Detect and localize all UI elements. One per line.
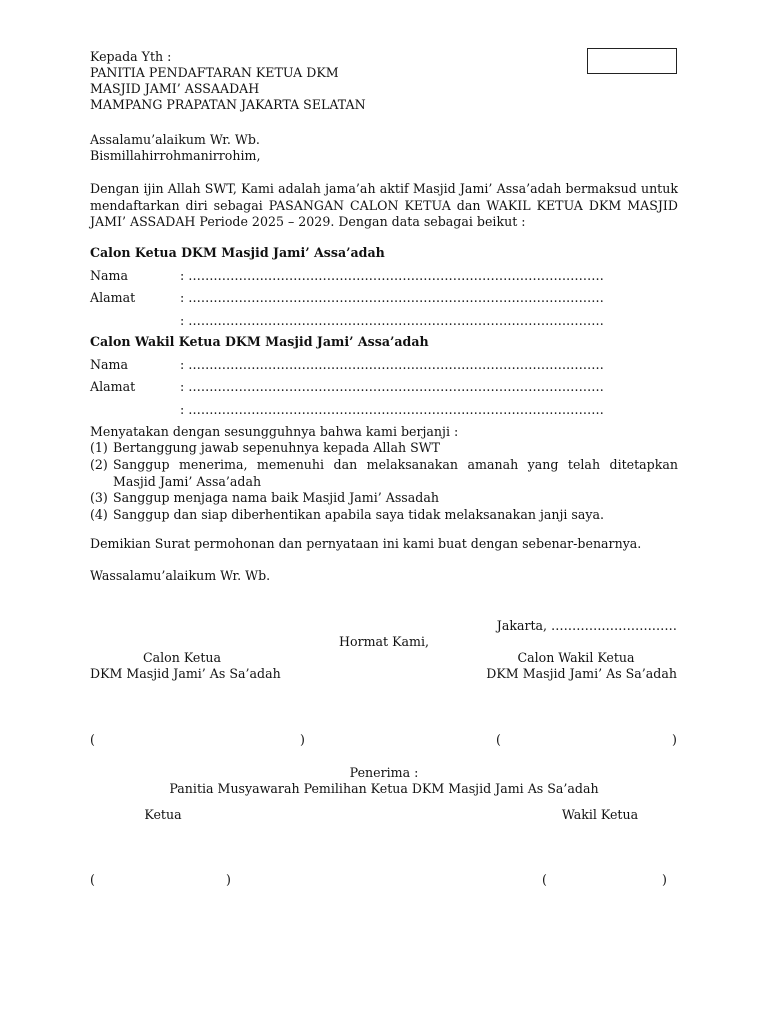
recipient-committee: PANITIA PENDAFTARAN KETUA DKM — [90, 65, 339, 80]
ketua-alamat-field-2[interactable]: : ……………………………………………………………………………………… — [180, 313, 604, 328]
recipient-salutation: Kepada Yth : — [90, 49, 172, 64]
declaration-item-number: (1) — [90, 440, 108, 455]
closing-statement: Demikian Surat permohonan dan pernyataan ini kami buat dengan sebenar-benarnya. — [90, 536, 642, 551]
wakil-nama-field[interactable]: : ……………………………………………………………………………………… — [180, 357, 604, 372]
right-signer-title: Calon Wakil Ketua — [517, 650, 635, 665]
left-signer-org: DKM Masjid Jami’ As Sa’adah — [90, 666, 281, 681]
declaration-item-number: (2) — [90, 457, 108, 472]
left-signature-open-paren: ( — [90, 732, 95, 747]
declaration-item-text: Bertanggung jawab sepenuhnya kepada Allah SWT — [113, 440, 441, 455]
left-signer-title: Calon Ketua — [142, 650, 222, 665]
wakil-nama-label: Nama — [90, 357, 128, 372]
declaration-item-text: Sanggup dan siap diberhentikan apabila saya tidak melaksanakan janji saya. — [113, 507, 604, 522]
left-signature-close-paren: ) — [300, 732, 305, 747]
intro-paragraph: Dengan ijin Allah SWT, Kami adalah jama’ah aktif Masjid Jami’ Assa’adah bermaksud untuk mendaftarkan diri sebagai PASANGAN CALON KETUA dan WAKIL KETUA DKM MASJID JAMI’ ASSADAH Periode 2025 – 2029. Dengan data sebagai beikut : — [90, 181, 678, 229]
wakil-section-heading: Calon Wakil Ketua DKM Masjid Jami’ Assa’adah — [90, 334, 429, 349]
declaration-item — [90, 457, 678, 490]
declaration-intro: Menyatakan dengan sesungguhnya bahwa kami berjanji : — [90, 424, 459, 439]
recipient-location: MAMPANG PRAPATAN JAKARTA SELATAN — [90, 97, 366, 112]
recipient-mosque: MASJID JAMI’ ASSAADAH — [90, 81, 260, 96]
wakil-alamat-label: Alamat — [90, 379, 136, 394]
declaration-item-number: (3) — [90, 490, 108, 505]
declaration-item — [90, 440, 678, 457]
wakil-alamat-field[interactable]: : ……………………………………………………………………………………… — [180, 379, 604, 394]
receiver-left-close-paren: ) — [226, 872, 231, 887]
receiver-right-title: Wakil Ketua — [561, 807, 639, 822]
stamp-box — [587, 48, 677, 74]
hormat-kami: Hormat Kami, — [339, 634, 429, 649]
ketua-alamat-field[interactable]: : ……………………………………………………………………………………… — [180, 290, 604, 305]
wakil-alamat-field-2[interactable]: : ……………………………………………………………………………………… — [180, 402, 604, 417]
right-signature-close-paren: ) — [672, 732, 677, 747]
declaration-item — [90, 490, 678, 507]
receiver-right-close-paren: ) — [662, 872, 667, 887]
receiver-right-open-paren: ( — [542, 872, 547, 887]
declaration-item-number: (4) — [90, 507, 108, 522]
place-date: Jakarta, ………………………… — [496, 618, 677, 633]
closing-salam: Wassalamu’alaikum Wr. Wb. — [90, 568, 271, 583]
declaration-item — [90, 507, 678, 524]
declaration-item-text: Sanggup menerima, memenuhi dan melaksanakan amanah yang telah ditetapkan Masjid Jami’ Assa’adah — [113, 457, 678, 489]
receiver-label: Penerima : — [349, 765, 419, 780]
ketua-nama-field[interactable]: : ……………………………………………………………………………………… — [180, 268, 604, 283]
right-signature-open-paren: ( — [496, 732, 501, 747]
greeting-bismillah: Bismillahirrohmanirrohim, — [90, 148, 261, 163]
ketua-section-heading: Calon Ketua DKM Masjid Jami’ Assa’adah — [90, 245, 385, 260]
greeting-salam: Assalamu’alaikum Wr. Wb. — [90, 132, 260, 147]
receiver-left-open-paren: ( — [90, 872, 95, 887]
right-signer-org: DKM Masjid Jami’ As Sa’adah — [486, 666, 677, 681]
ketua-alamat-label: Alamat — [90, 290, 136, 305]
declaration-item-text: Sanggup menjaga nama baik Masjid Jami’ Assadah — [113, 490, 439, 505]
receiver-committee: Panitia Musyawarah Pemilihan Ketua DKM Masjid Jami As Sa’adah — [169, 781, 599, 796]
ketua-nama-label: Nama — [90, 268, 128, 283]
receiver-left-title: Ketua — [144, 807, 182, 822]
